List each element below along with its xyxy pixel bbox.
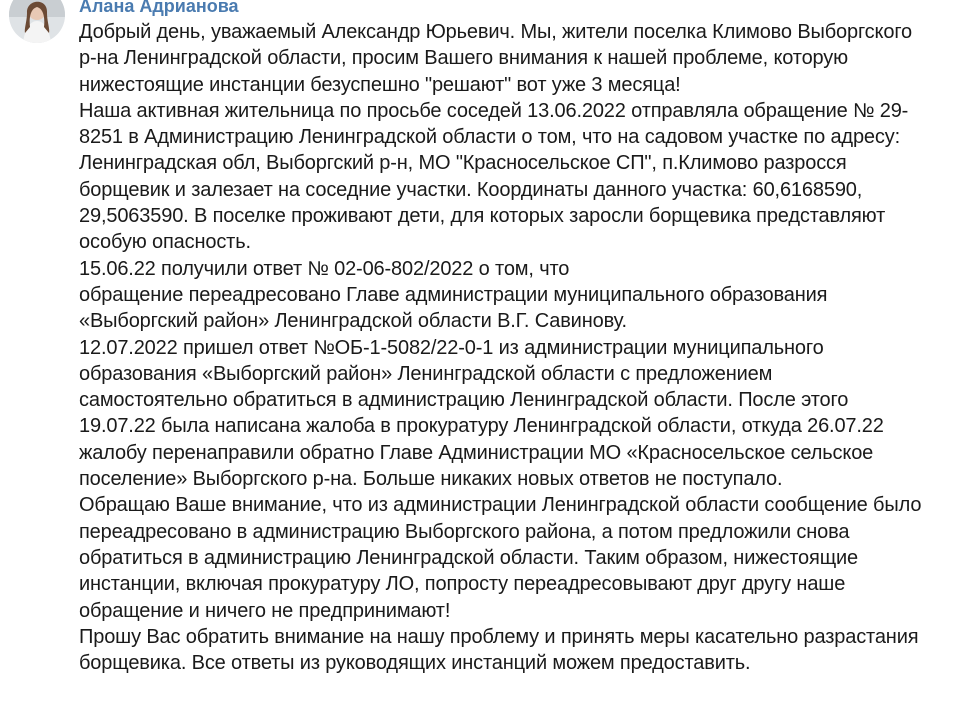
message-line: Прошу Вас обратить внимание на нашу проблему и принять меры касательно разрастания [79, 625, 919, 648]
message-line: Обращаю Ваше внимание, что из администрации Ленинградской области сообщение было [79, 494, 922, 517]
message-line: обращение и ничего не предпринимают! [79, 599, 451, 622]
message-line: Наша активная жительница по просьбе соседей 13.06.2022 отправляла обращение № 29- [79, 99, 909, 122]
message-line: обращение переадресовано Главе администрации муниципального образования [79, 283, 828, 306]
message-line: 15.06.22 получили ответ № 02-06-802/2022 о том, что [79, 257, 570, 280]
avatar-image [9, 0, 65, 43]
message-line: «Выборгский район» Ленинградской области В.Г. Савинову. [79, 310, 627, 333]
message-line: особую опасность. [79, 231, 251, 254]
message-line: борщевика. Все ответы из руководящих инстанций можем предоставить. [79, 652, 751, 675]
message-line: 19.07.22 была написана жалоба в прокуратуру Ленинградской области, откуда 26.07.22 [79, 415, 884, 438]
message-text [79, 19, 957, 676]
message-line: образования «Выборгский район» Ленинградской области с предложением [79, 362, 773, 385]
message-line: переадресовано в администрацию Выборгского района, а потом предложили снова [79, 520, 850, 543]
message-line: обратиться в администрацию Ленинградской области. Таким образом, нижестоящие [79, 546, 859, 569]
message-line: Добрый день, уважаемый Александр Юрьевич. Мы, жители поселка Климово Выборгского [79, 21, 913, 43]
message-line: борщевик и залезает на соседние участки. Координаты данного участка: 60,6168590, [79, 178, 863, 201]
author-name[interactable]: Алана Адрианова [79, 0, 239, 16]
message-line: 8251 в Администрацию Ленинградской области о том, что на садовом участке по адресу: [79, 126, 900, 149]
avatar[interactable] [9, 0, 65, 43]
message-line: поселение» Выборгского р-на. Больше никаких новых ответов не поступало. [79, 468, 783, 491]
message-line: 12.07.2022 пришел ответ №ОБ-1-5082/22-0-1 из администрации муниципального [79, 336, 824, 359]
message-line: Ленинградская обл, Выборгский р-н, МО "Красносельское СП", п.Климово разросся [79, 152, 847, 175]
message-line: инстанции, включая прокуратуру ЛО, попросту переадресовывают друг другу наше [79, 573, 846, 596]
message-line: нижестоящие инстанции безуспешно "решают" вот уже 3 месяца! [79, 73, 681, 96]
message-line: жалобу перенаправили обратно Главе Администрации МО «Красносельское сельское [79, 441, 874, 464]
message-line: 29,5063590. В поселке проживают дети, для которых заросли борщевика представляют [79, 205, 886, 228]
message-line: самостоятельно обратиться в администрацию Ленинградской области. После этого [79, 389, 849, 412]
message-line: р-на Ленинградской области, просим Вашего внимания к нашей проблеме, которую [79, 47, 849, 70]
